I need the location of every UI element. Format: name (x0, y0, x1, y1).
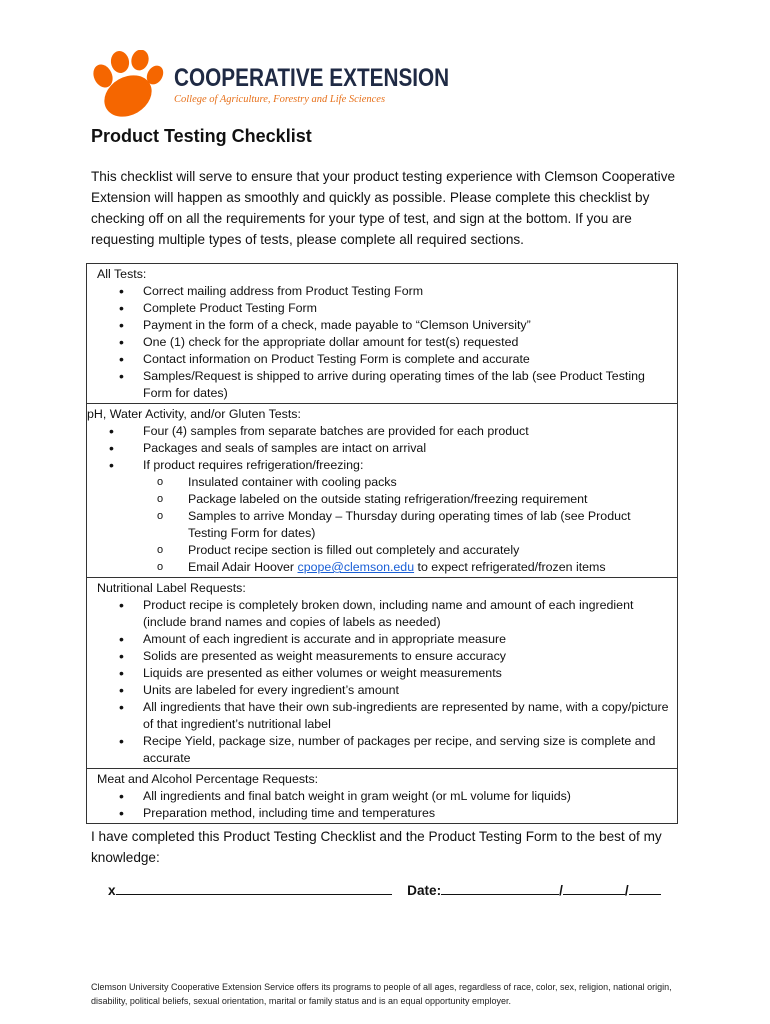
checklist-item: • Complete Product Testing Form (97, 300, 671, 317)
checklist-item: • Liquids are presented as either volumes or weight measurements (97, 665, 671, 682)
checklist-item: • Samples/Request is shipped to arrive during operating times of the lab (see Product Testing Form for dates) (97, 368, 671, 402)
section-all-tests (87, 264, 677, 404)
checklist-item: • All ingredients and final batch weight in gram weight (or mL volume for liquids) (97, 788, 671, 805)
checklist-subitem: o Insulated container with cooling packs (87, 474, 671, 491)
section-nutritional-label (87, 578, 677, 769)
checklist-subitem: o Samples to arrive Monday – Thursday during operating times of lab (see Product Testing Form for dates) (87, 508, 671, 542)
checklist-item: • Correct mailing address from Product Testing Form (97, 283, 671, 300)
page-title: Product Testing Checklist (91, 126, 312, 146)
checklist-subitem: o Package labeled on the outside stating refrigeration/freezing requirement (87, 491, 671, 508)
section-title: All Tests: (97, 267, 147, 281)
checklist-item: • If product requires refrigeration/freezing: (87, 457, 671, 474)
checklist-item: • Four (4) samples from separate batches are provided for each product (87, 423, 671, 440)
checklist-item: • All ingredients that have their own sub-ingredients are represented by name, with a copy/picture of that ingredient’s nutritional label (97, 699, 671, 733)
date-slash: / (559, 883, 563, 898)
section-title: pH, Water Activity, and/or Gluten Tests: (87, 407, 301, 421)
checklist-item: • Solids are presented as weight measurements to ensure accuracy (97, 648, 671, 665)
section-title: Nutritional Label Requests: (97, 581, 246, 595)
date-month-field[interactable] (441, 882, 559, 895)
org-subtitle: College of Agriculture, Forestry and Life Sciences (174, 94, 386, 105)
intro-paragraph: This checklist will serve to ensure that your product testing experience with Clemson Cooperative Extension will happen as smoothly and quickly as possible. Please complete this checklist by checking off on all the requirements for your type of test, and sign at the bottom. If you are requesting multiple types of tests, please complete all required sections. (91, 169, 676, 247)
checklist-item: • Units are labeled for every ingredient’s amount (97, 682, 671, 699)
signature-field[interactable] (116, 882, 392, 895)
footer-disclaimer: Clemson University Cooperative Extension Service offers its programs to people of all ages, regardless of race, color, sex, religion, national origin, disability, political beliefs, sexual orientation, marital or family status and is an equal opportunity employer. (91, 982, 672, 1006)
signature-x-label: x (108, 883, 116, 898)
section-ph-water-gluten (87, 404, 677, 578)
signature-line (108, 882, 661, 898)
checklist-item: • Product recipe is completely broken down, including name and amount of each ingredient (include brand names and copies of labels as needed) (97, 597, 671, 631)
section-meat-alcohol (87, 769, 677, 824)
checklist-item: • Amount of each ingredient is accurate and in appropriate measure (97, 631, 671, 648)
checklist-item: • Preparation method, including time and temperatures (97, 805, 671, 822)
section-title: Meat and Alcohol Percentage Requests: (97, 772, 319, 786)
date-slash: / (624, 883, 629, 898)
checklist-subitem-email (87, 559, 671, 576)
checklist-item: • Packages and seals of samples are intact on arrival (87, 440, 671, 457)
email-link[interactable]: cpope@clemson.edu (297, 560, 415, 574)
completion-statement: I have completed this Product Testing Checklist and the Product Testing Form to the best of my knowledge: (91, 829, 662, 865)
org-name: COOPERATIVE EXTENSION (174, 64, 450, 92)
clemson-extension-logo (90, 50, 450, 120)
email-prefix: Email Adair Hoover (188, 560, 298, 574)
paw-icon (90, 50, 164, 120)
checklist-item: • Recipe Yield, package size, number of packages per recipe, and serving size is complete and accurate (97, 733, 671, 767)
checklist-item: • Payment in the form of a check, made payable to “Clemson University” (97, 317, 671, 334)
checklist-item: • Contact information on Product Testing Form is complete and accurate (97, 351, 671, 368)
date-day-field[interactable] (563, 882, 625, 895)
checklist-item: • One (1) check for the appropriate dollar amount for test(s) requested (97, 334, 671, 351)
email-suffix: to expect refrigerated/frozen items (414, 560, 606, 574)
checklist-table (86, 263, 678, 824)
date-label: Date: (407, 883, 442, 898)
checklist-subitem: o Product recipe section is filled out completely and accurately (87, 542, 671, 559)
date-year-field[interactable] (629, 882, 661, 895)
